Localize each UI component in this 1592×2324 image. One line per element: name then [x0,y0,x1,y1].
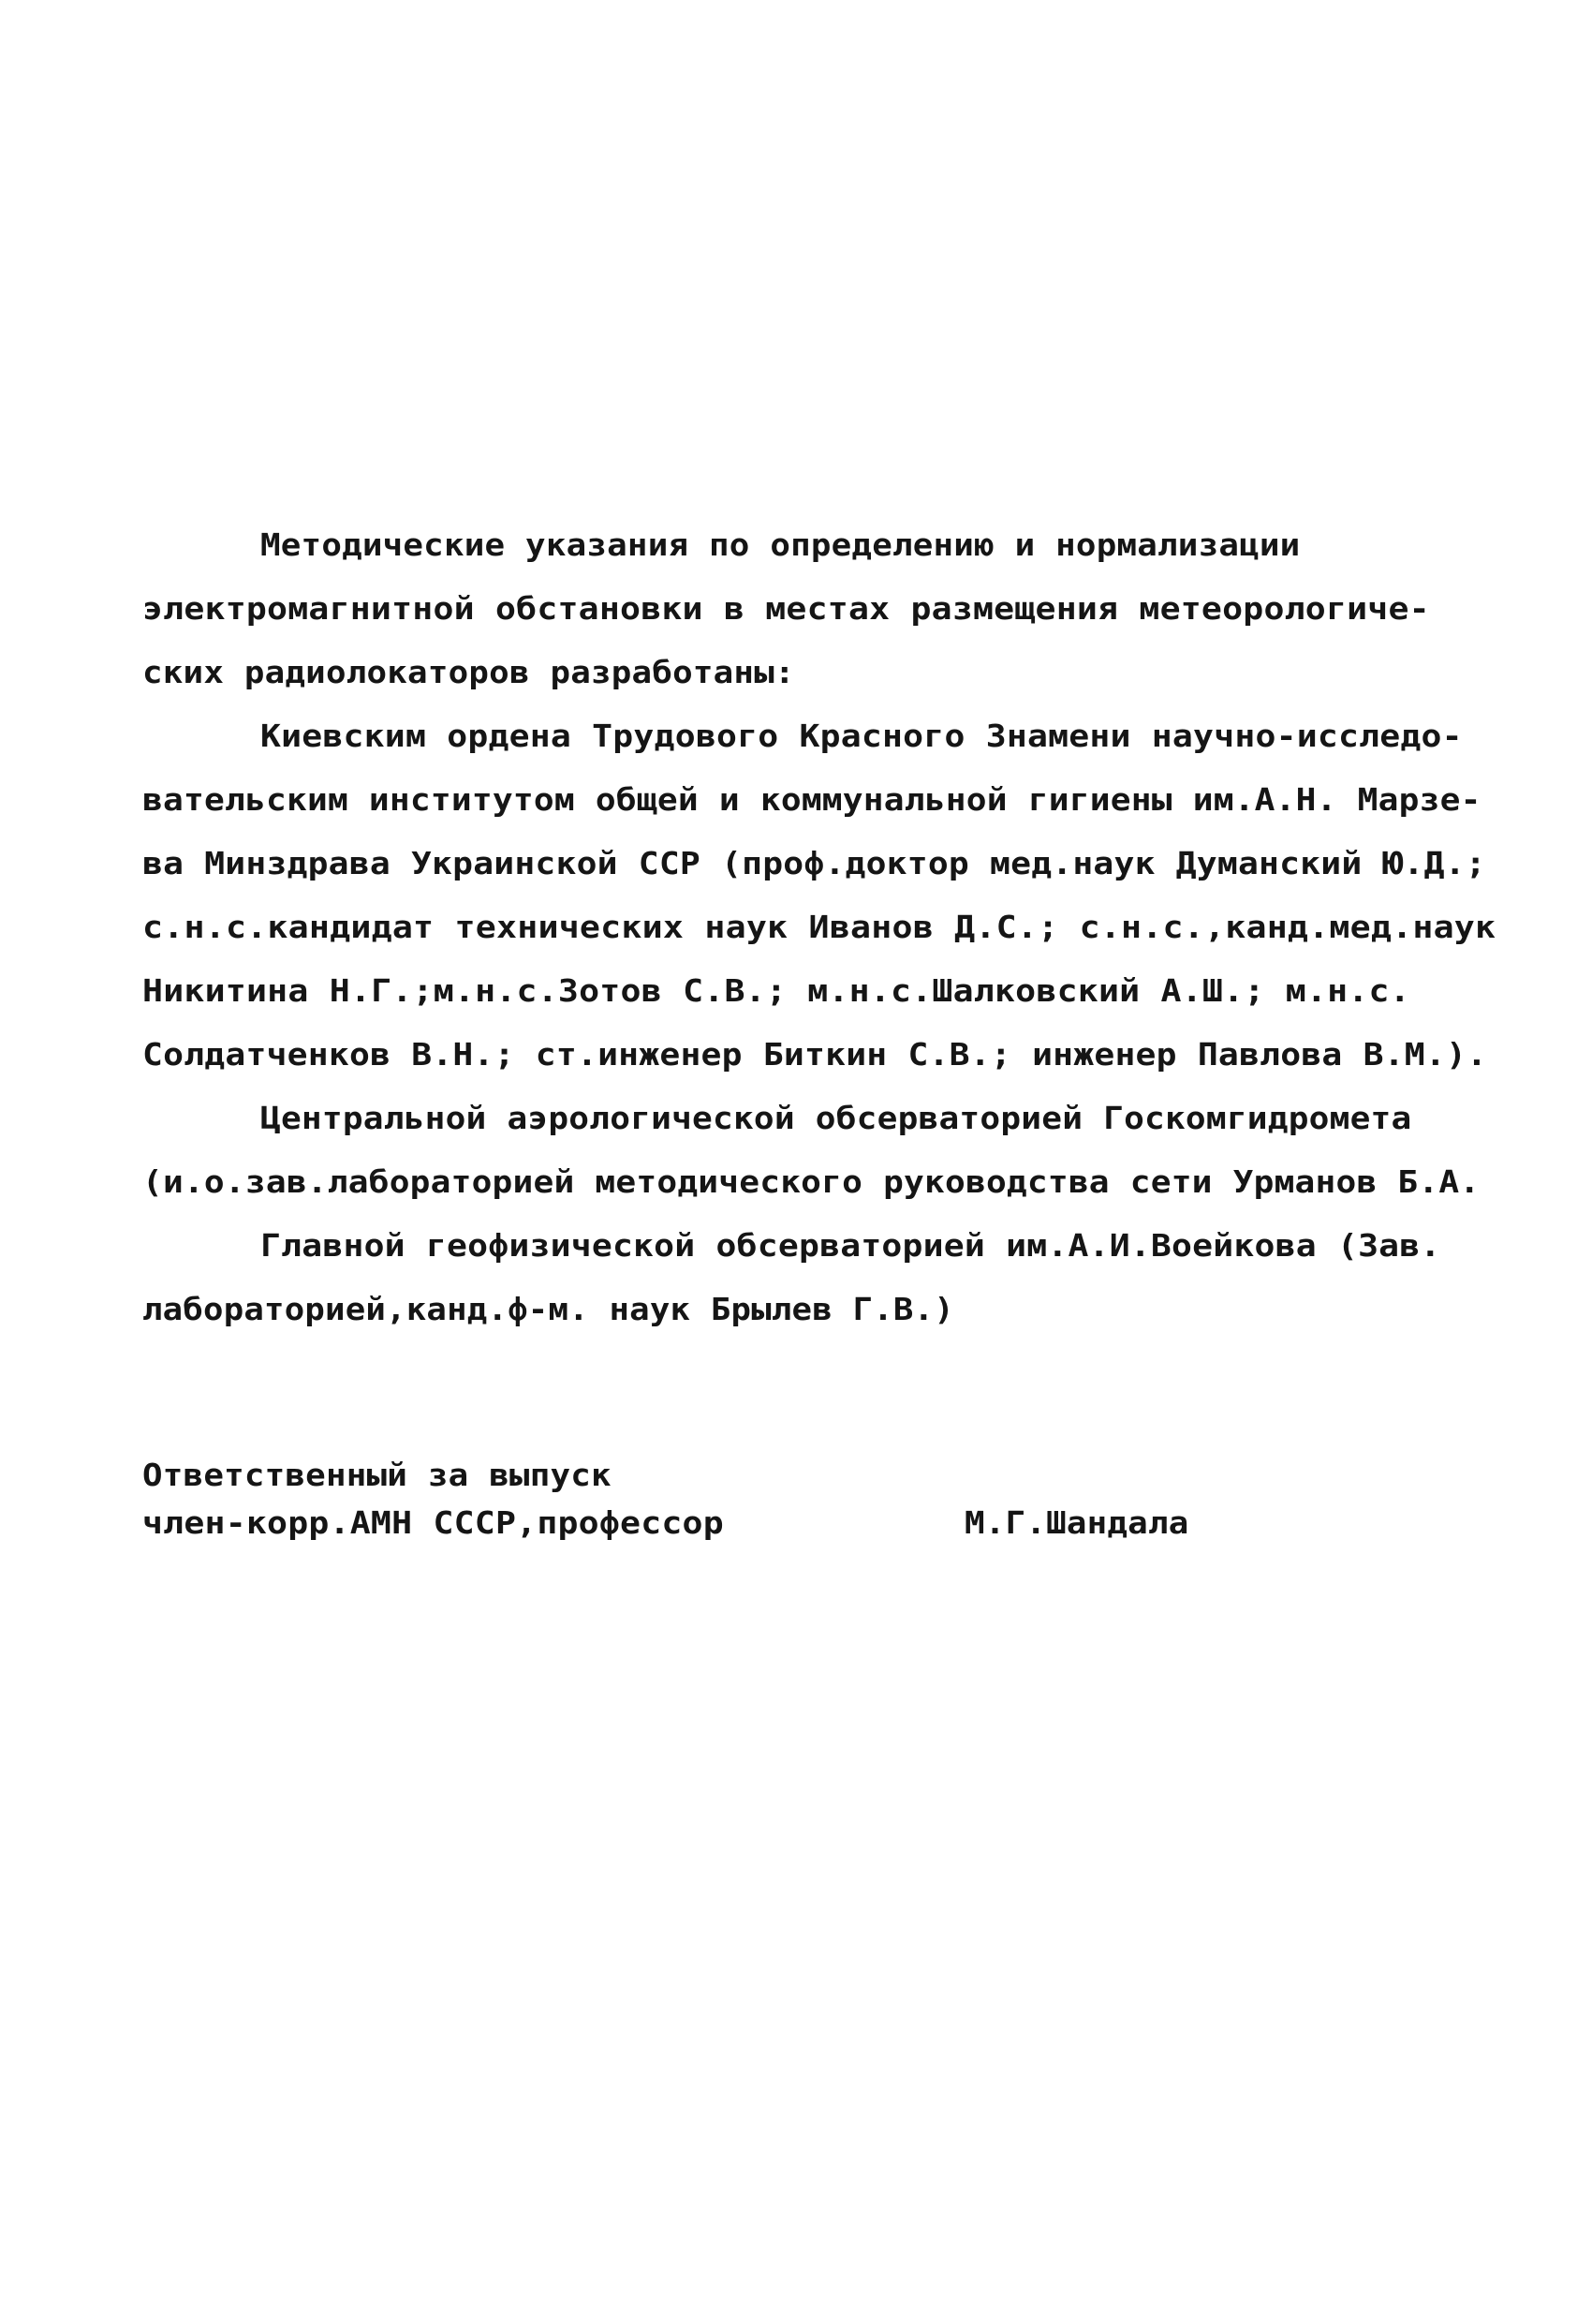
intro-line-1: Методические указания по определению и нормализации [260,526,1301,563]
central-observatory-line-1: Центральной аэрологической обсерваторией Госкомгидромета [260,1100,1412,1136]
kiev-institute-line-2: вательским институтом общей и коммунальной гигиены им.А.Н. Марзе- [142,781,1481,818]
main-observatory-line-1: Главной геофизической обсерваторией им.А.И.Воейкова (Зав. [260,1227,1441,1264]
kiev-institute-line-5: Никитина Н.Г.;м.н.с.Зотов С.В.; м.н.с.Шалковский А.Ш.; м.н.с. [142,972,1410,1009]
kiev-institute-line-6: Солдатченков В.Н.; ст.инженер Биткин С.В.; инженер Павлова В.М.). [142,1036,1488,1073]
responsible-label: Ответственный за выпуск [142,1457,612,1493]
intro-line-2: электромагнитной обстановки в местах размещения метеорологиче- [142,590,1430,627]
central-observatory-line-2: (и.о.зав.лабораторией методического руководства сети Урманов Б.А. [142,1163,1481,1200]
intro-line-3: ских радиолокаторов разработаны: [142,654,795,690]
kiev-institute-line-3: ва Минздрава Украинской ССР (проф.доктор мед.наук Думанский Ю.Д.; [142,845,1486,881]
kiev-institute-line-4: с.н.с.кандидат технических наук Иванов Д.С.; с.н.с.,канд.мед.наук [142,909,1496,945]
responsible-signer: М.Г.Шандала [965,1504,1189,1541]
main-observatory-line-2: лабораторией,канд.ф-м. наук Брылев Г.В.) [142,1291,954,1327]
responsible-title: член-корр.АМН СССР,профессор [142,1504,724,1541]
kiev-institute-line-1: Киевским ордена Трудового Красного Знамени научно-исследо- [260,718,1463,754]
